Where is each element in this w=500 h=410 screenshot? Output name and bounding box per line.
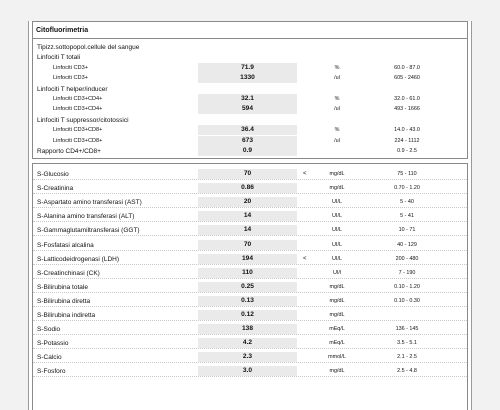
cytofluorimetry-section: [32, 21, 468, 159]
test-name: Linfociti CD3+CD4+: [53, 96, 103, 102]
test-name: S-Bilirubina diretta: [37, 297, 91, 305]
unit: UI/l: [332, 269, 342, 276]
unit: UI/L: [332, 213, 342, 220]
test-name: S-Fosforo: [37, 368, 66, 376]
row-divider: [33, 278, 467, 279]
result-row: [33, 146, 467, 157]
reference-range: 136 - 145: [395, 326, 419, 333]
unit: UI/L: [332, 241, 342, 248]
result-value: 70: [198, 169, 297, 179]
unit: mg/dL: [329, 297, 345, 304]
unit: mEq/L: [329, 326, 345, 333]
test-name: S-Sodio: [37, 326, 61, 334]
result-value: 3.0: [198, 366, 297, 376]
unit: UI/L: [332, 255, 342, 262]
result-row: [33, 73, 467, 84]
row-divider: [33, 320, 467, 321]
result-row: [33, 169, 467, 180]
result-value: 32.1: [198, 94, 297, 104]
reference-range: 14.0 - 43.0: [394, 127, 420, 134]
out-of-range-flag: <: [303, 255, 307, 262]
row-divider: [33, 235, 467, 236]
unit: %: [334, 96, 340, 102]
reference-range: 5 - 40: [400, 199, 414, 206]
result-row: [33, 183, 467, 194]
unit: mg/dL: [329, 185, 345, 192]
result-row: [33, 136, 467, 147]
unit: mEq/L: [329, 340, 345, 347]
row-divider: [33, 193, 467, 194]
result-row: [33, 225, 467, 236]
row-divider: [33, 376, 467, 377]
title-divider: [33, 38, 467, 39]
test-name: Linfociti CD3+CD4+: [53, 106, 103, 113]
result-value: 0.25: [198, 282, 297, 292]
result-row: [33, 282, 467, 293]
reference-range: 10 - 71: [398, 227, 416, 234]
result-row: [33, 352, 467, 363]
result-row: [33, 324, 467, 335]
unit: %: [334, 127, 340, 134]
row-divider: [33, 207, 467, 208]
reference-range: 75 - 110: [397, 171, 417, 177]
result-value: 138: [198, 324, 297, 334]
row-divider: [33, 362, 467, 363]
result-value: 36.4: [198, 125, 297, 135]
result-value: 71.9: [198, 63, 297, 73]
test-name: S-Creatinina: [37, 185, 74, 193]
reference-range: 0.9 - 2.5: [397, 148, 417, 154]
reference-range: 200 - 480: [395, 255, 419, 262]
test-name: Linfociti CD3+CD8+: [53, 137, 103, 144]
test-name: Linfociti CD3+: [53, 64, 88, 71]
result-value: 14: [198, 225, 297, 235]
result-value: 0.13: [198, 296, 297, 306]
test-name: Linfociti T totali: [37, 54, 81, 62]
result-row: [33, 84, 467, 95]
unit: /ul: [334, 106, 340, 113]
unit: UI/L: [332, 227, 342, 234]
result-value: 673: [198, 136, 297, 146]
test-name: Tipizz.sottopopol.cellule del sangue: [37, 44, 140, 51]
reference-range: 7 - 190: [398, 269, 416, 276]
result-value: 4.2: [198, 338, 297, 348]
row-divider: [33, 250, 467, 251]
reference-range: 0.10 - 1.20: [394, 283, 420, 290]
test-name: S-Calcio: [37, 354, 62, 362]
row-divider: [33, 334, 467, 335]
reference-range: 2.5 - 4.8: [397, 368, 417, 375]
result-value: 20: [198, 197, 297, 207]
test-name: S-Aspartato amino transferasi (AST): [37, 199, 142, 207]
test-name: S-Glucosio: [37, 171, 69, 178]
unit: /ul: [334, 137, 340, 144]
test-name: Linfociti CD3+CD8+: [53, 127, 103, 134]
test-name: S-Bilirubina totale: [37, 283, 88, 291]
row-divider: [33, 179, 467, 180]
result-value: 0.86: [198, 183, 297, 193]
test-name: S-Gammaglutamiltransferasi (GGT): [37, 227, 140, 235]
out-of-range-flag: <: [303, 171, 307, 177]
result-row: [33, 211, 467, 222]
result-row: [33, 296, 467, 307]
result-row: [33, 63, 467, 74]
result-value: 2.3: [198, 352, 297, 362]
row-divider: [33, 306, 467, 307]
result-value: 70: [198, 240, 297, 250]
result-value: 110: [198, 268, 297, 278]
reference-range: 224 - 1112: [394, 137, 420, 144]
result-row: [33, 268, 467, 279]
test-name: Rapporto CD4+/CD8+: [37, 148, 101, 155]
reference-range: 2.1 - 2.5: [397, 354, 417, 361]
row-divider: [33, 221, 467, 222]
unit: mg/dL: [329, 312, 345, 318]
reference-range: 32.0 - 61.0: [394, 96, 420, 102]
result-value: 1330: [198, 73, 297, 83]
test-name: S-Potassio: [37, 340, 69, 348]
unit: mg/dL: [329, 171, 345, 177]
result-row: [33, 42, 467, 53]
result-value: 0.12: [198, 310, 297, 320]
result-row: [33, 338, 467, 349]
unit: UI/L: [332, 199, 342, 206]
unit: /ul: [334, 75, 340, 82]
reference-range: 0.70 - 1.20: [394, 185, 420, 192]
test-name: S-Latticodeidrogenasi (LDH): [37, 255, 120, 263]
test-name: S-Creatinchinasi (CK): [37, 269, 100, 277]
serum-chemistry-section: [32, 163, 468, 410]
row-divider: [33, 348, 467, 349]
result-row: [33, 94, 467, 105]
reference-range: 0.10 - 0.30: [394, 297, 420, 304]
result-value: 0.9: [198, 146, 297, 156]
result-value: 194: [198, 254, 297, 264]
result-row: [33, 254, 467, 265]
section-title: Citofluorimetria: [36, 27, 89, 34]
unit: %: [334, 64, 340, 71]
reference-range: 3.5 - 5.1: [397, 340, 417, 347]
row-divider: [33, 292, 467, 293]
unit: mmol/L: [328, 354, 346, 361]
result-row: [33, 240, 467, 251]
reference-range: 5 - 41: [400, 213, 414, 220]
result-row: [33, 115, 467, 126]
test-name: S-Bilirubina indiretta: [37, 312, 96, 319]
test-name: Linfociti T suppressor/citotossici: [37, 116, 129, 124]
result-row: [33, 366, 467, 377]
test-name: S-Fosfatasi alcalina: [37, 241, 94, 249]
report-sheet: [28, 21, 472, 410]
test-name: Linfociti T helper/inducer: [37, 85, 108, 93]
reference-range: 60.0 - 87.0: [394, 64, 420, 71]
result-row: [33, 197, 467, 208]
result-row: [33, 310, 467, 321]
reference-range: 493 - 1666: [394, 106, 420, 113]
reference-range: 605 - 2460: [394, 75, 420, 82]
reference-range: 40 - 129: [397, 241, 417, 248]
unit: mg/dL: [329, 283, 345, 290]
row-divider: [33, 264, 467, 265]
result-value: 14: [198, 211, 297, 221]
unit: mg/dL: [329, 368, 345, 375]
result-row: [33, 104, 467, 115]
test-name: S-Alanina amino transferasi (ALT): [37, 213, 135, 221]
result-row: [33, 52, 467, 63]
result-row: [33, 125, 467, 136]
test-name: Linfociti CD3+: [53, 75, 88, 82]
result-value: 594: [198, 104, 297, 114]
